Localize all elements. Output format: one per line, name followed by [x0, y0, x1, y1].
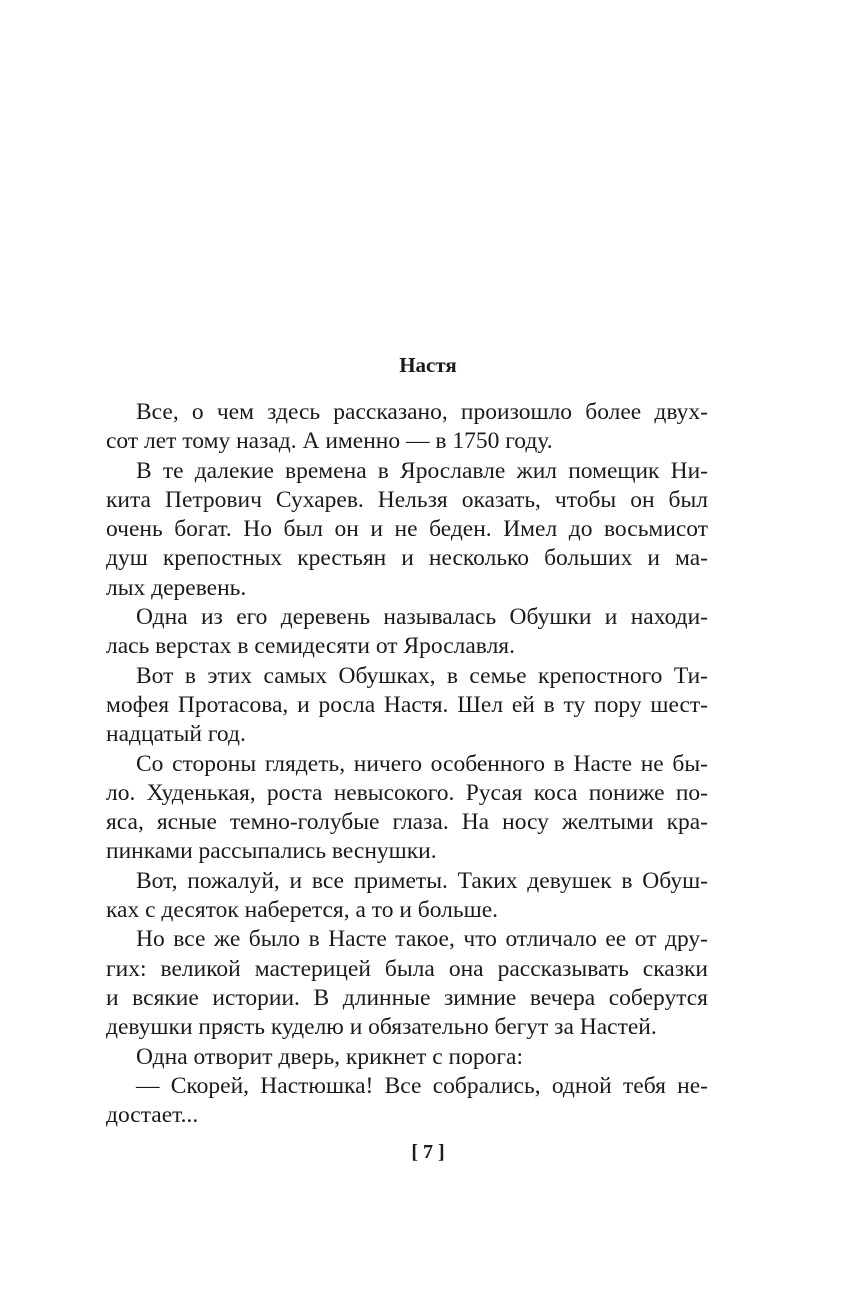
- body-text: [106, 398, 708, 1130]
- text-line: ках с десяток наберется, а то и больше.: [106, 897, 499, 924]
- text-line: Одна отворит дверь, крикнет с порога:: [136, 1043, 523, 1070]
- text-line: лых деревень.: [106, 574, 247, 601]
- text-line: Со стороны глядеть, ничего особенного в Насте не бы-: [136, 750, 708, 777]
- text-line: сот лет тому назад. А именно — в 1750 году.: [106, 428, 553, 455]
- text-line: мофея Протасова, и росла Настя. Шел ей в ту пору шест-: [106, 691, 708, 718]
- chapter-title: Настя: [399, 353, 457, 377]
- page-number: [ 7 ]: [411, 1141, 445, 1163]
- text-line: надцатый год.: [106, 721, 246, 748]
- text-line: душ крепостных крестьян и несколько больших и ма-: [106, 545, 708, 572]
- text-line: Но все же было в Насте такое, что отличало ее от дру-: [136, 926, 708, 953]
- text-line: и всякие истории. В длинные зимние вечера соберутся: [106, 984, 708, 1011]
- text-line: В те далекие времена в Ярославле жил помещик Ни-: [136, 457, 708, 484]
- text-line: Все, о чем здесь рассказано, произошло более двух-: [136, 399, 708, 425]
- text-line: Вот в этих самых Обушках, в семье крепостного Ти-: [136, 662, 708, 689]
- text-line: лась верстах в семидесяти от Ярославля.: [106, 633, 515, 660]
- text-line: — Скорей, Настюшка! Все собрались, одной тебя не-: [136, 1072, 708, 1099]
- text-line: очень богат. Но был он и не беден. Имел до восьмисот: [106, 516, 708, 543]
- text-line: гих: великой мастерицей была она рассказывать сказки: [106, 955, 708, 982]
- text-line: достает...: [106, 1102, 199, 1129]
- text-line: яса, ясные темно-голубые глаза. На носу желтыми кра-: [106, 809, 708, 836]
- text-line: ло. Худенькая, роста невысокого. Русая коса пониже по-: [106, 779, 708, 806]
- text-line: Одна из его деревень называлась Обушки и находи-: [136, 604, 708, 631]
- text-line: пинками рассыпались веснушки.: [106, 838, 437, 865]
- text-line: Вот, пожалуй, и все приметы. Таких девушек в Обуш-: [136, 867, 708, 894]
- text-line: кита Петрович Сухарев. Нельзя оказать, чтобы он был: [106, 486, 708, 513]
- text-line: девушки прясть куделю и обязательно бегут за Настей.: [106, 1014, 657, 1041]
